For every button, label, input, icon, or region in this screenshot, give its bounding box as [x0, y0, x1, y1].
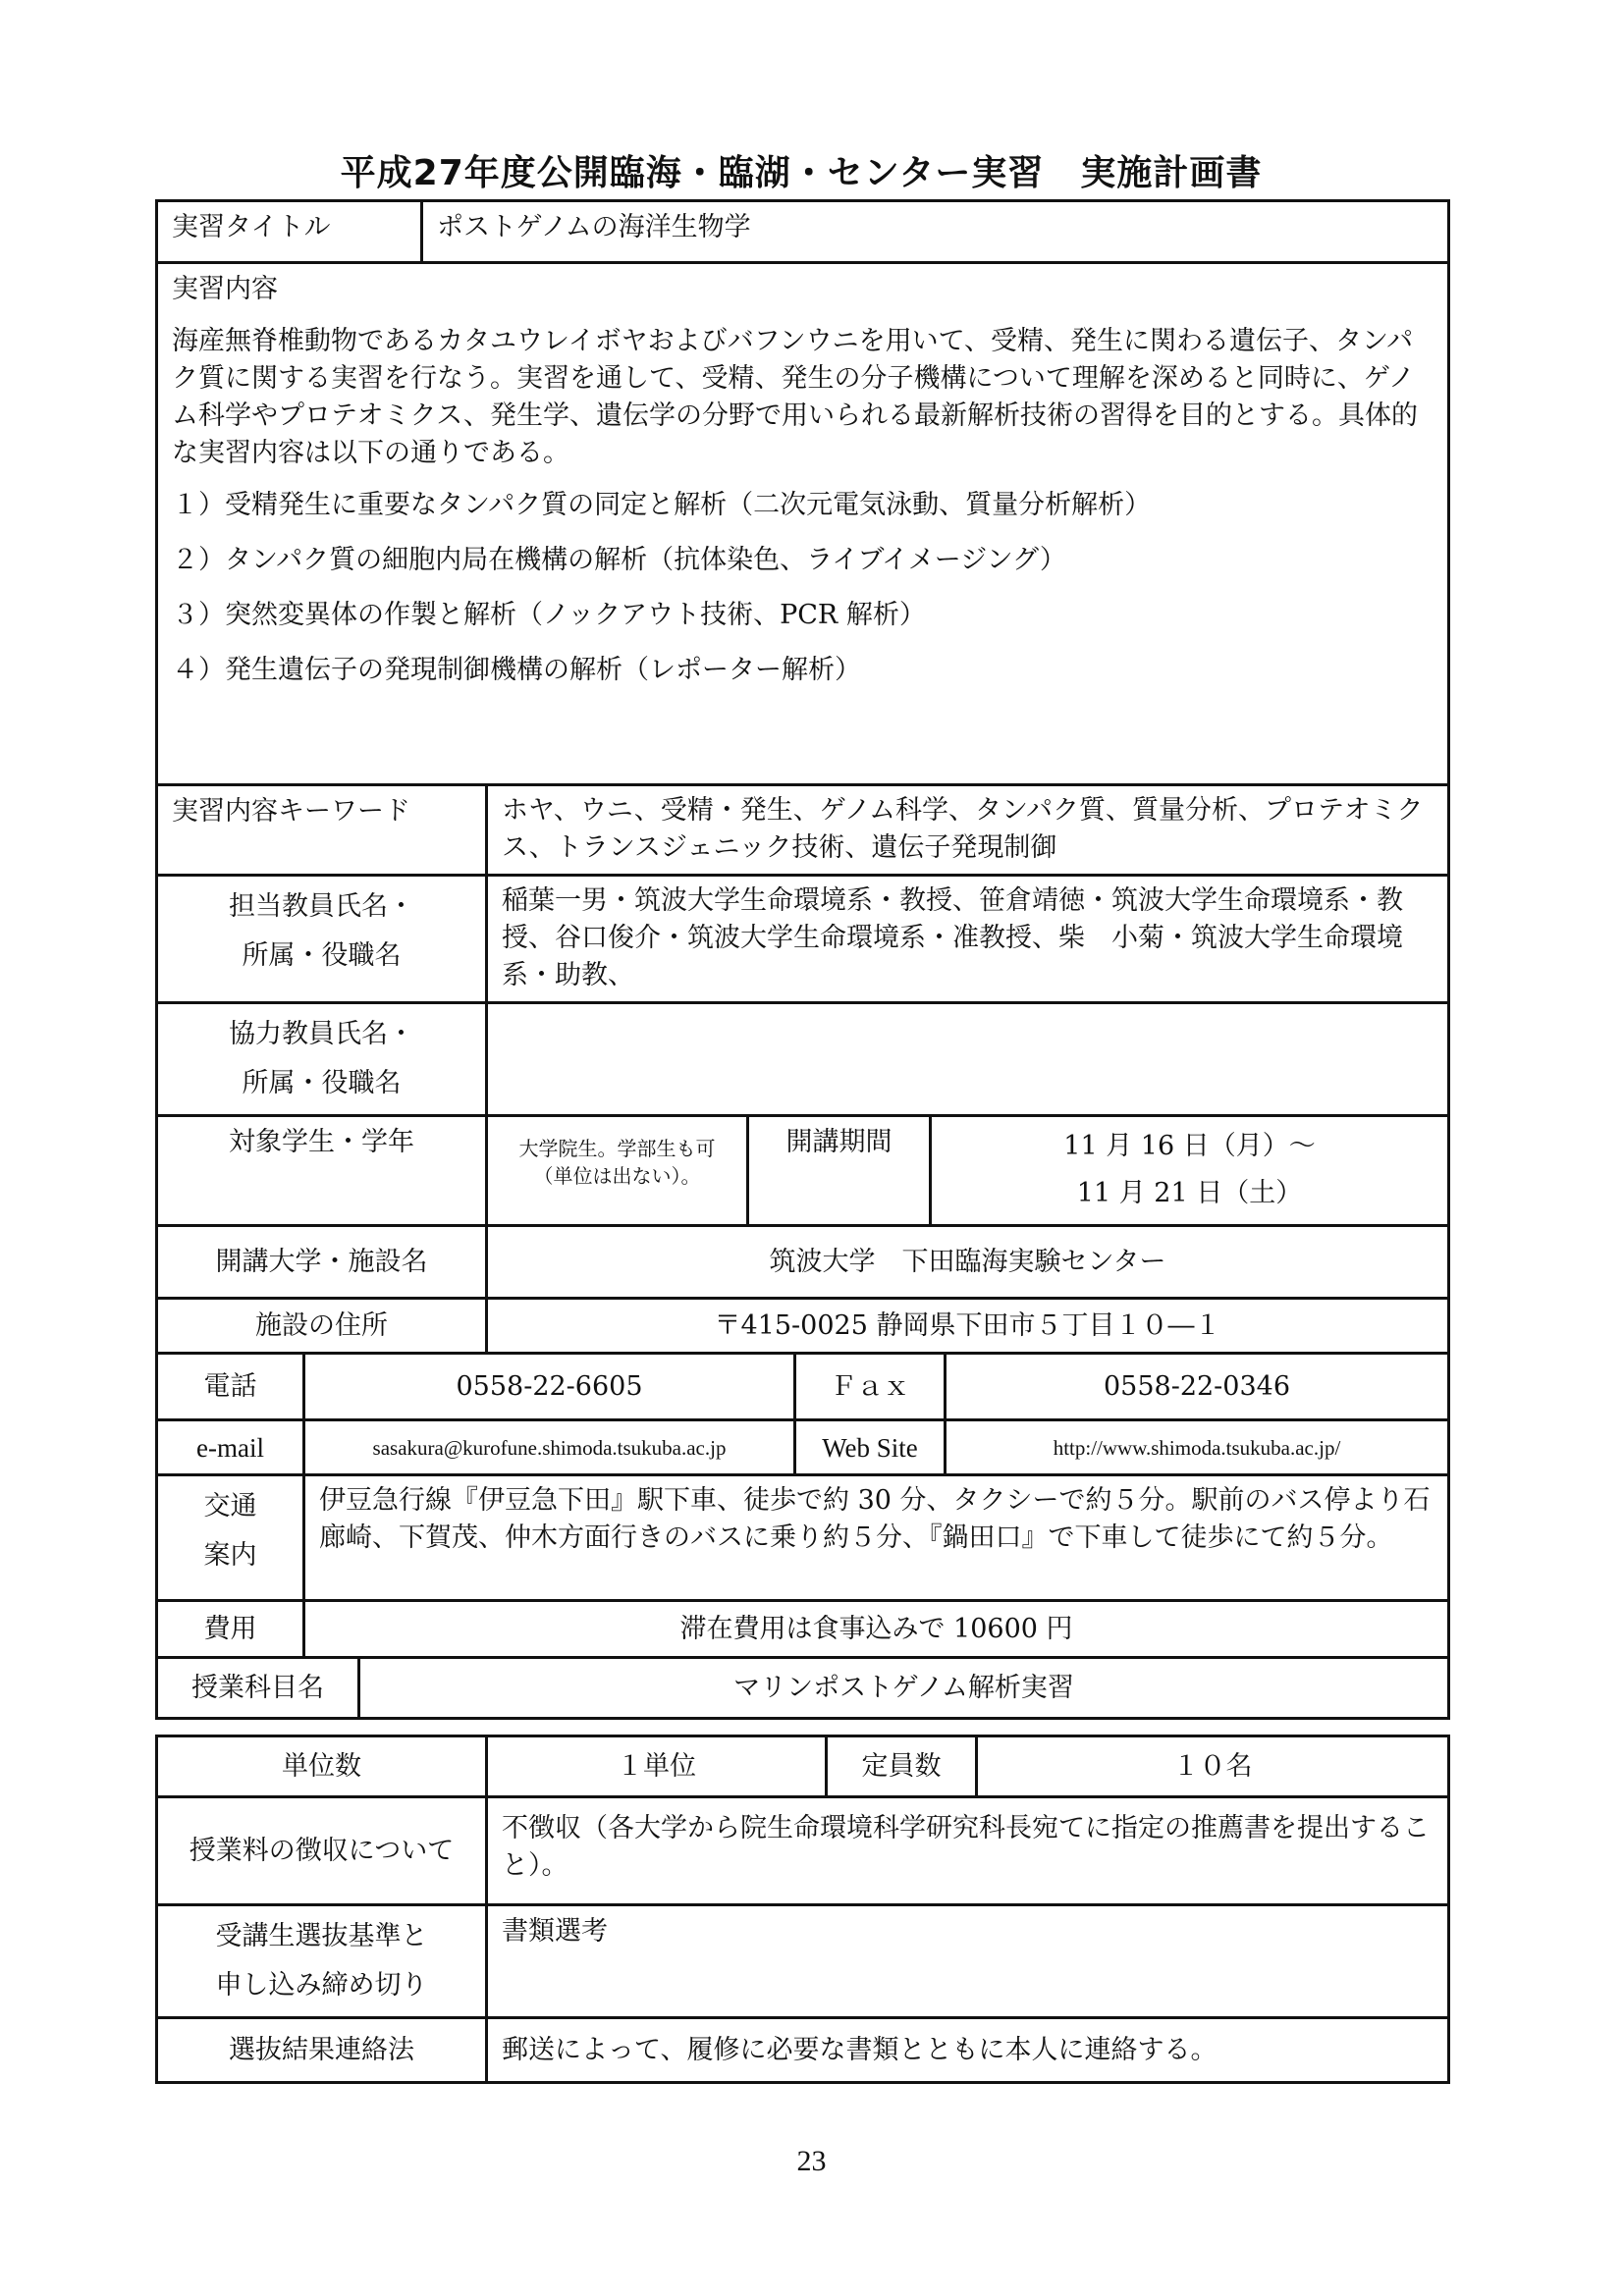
period-value-line2: 11 月 21 日（土）	[1076, 1178, 1303, 1208]
selection-label-cell	[157, 1905, 487, 2018]
content-item-2: ２）タンパク質の細胞内局在機構の解析（抗体染色、ライブイメージング）	[172, 545, 1066, 575]
cooperators-label-line1: 協力教員氏名・	[229, 1019, 414, 1049]
website-value[interactable]: http://www.shimoda.tsukuba.ac.jp/	[946, 1420, 1449, 1475]
credits-label: 単位数	[157, 1736, 487, 1797]
period-value-line1: 11 月 16 日（月）～	[1063, 1131, 1316, 1161]
content-item-3: ３）突然変異体の作製と解析（ノックアウト技術、PCR 解析）	[172, 600, 926, 630]
instructors-label-cell	[157, 876, 487, 1003]
tuition-label: 授業料の徴収について	[157, 1797, 487, 1905]
content-item-1: １）受精発生に重要なタンパク質の同定と解析（二次元電気泳動、質量分析解析）	[172, 490, 1152, 520]
access-value: 伊豆急行線『伊豆急下田』駅下車、徒歩で約 30 分、タクシーで約５分。駅前のバス停より石廊崎、下賀茂、仲木方面行きのバスに乗り約５分、『鍋田口』で下車して徒歩にて約５分。	[304, 1475, 1449, 1601]
email-label: e-mail	[157, 1420, 304, 1475]
target-value-line1: 大学院生。学部生も可	[518, 1137, 716, 1160]
access-label-line1: 交通	[203, 1491, 257, 1522]
tuition-value: 不徴収（各大学から院生命環境科学研究科長宛てに指定の推薦書を提出すること）。	[487, 1797, 1449, 1905]
university-value: 筑波大学 下田臨海実験センター	[487, 1226, 1449, 1299]
address-value: 〒415-0025 静岡県下田市５丁目１０―１	[487, 1299, 1449, 1354]
selection-label-line1: 受講生選抜基準と	[215, 1921, 428, 1951]
keywords-label: 実習内容キーワード	[157, 785, 487, 876]
target-value-line2: （単位は出ない）。	[533, 1164, 701, 1188]
access-label-cell	[157, 1475, 304, 1601]
content-label: 実習内容	[172, 274, 278, 304]
page-number: 23	[796, 2145, 827, 2177]
access-label-line2: 案内	[203, 1540, 257, 1571]
notification-label: 選抜結果連絡法	[157, 2018, 487, 2083]
period-label: 開講期間	[748, 1116, 931, 1226]
plan-table-contact	[155, 1352, 1450, 1659]
cooperators-label-line2: 所属・役職名	[242, 1068, 402, 1098]
instructors-label-line2: 所属・役職名	[242, 940, 402, 971]
fax-label: Ｆａｘ	[795, 1354, 946, 1420]
title-value: ポストゲノムの海洋生物学	[422, 201, 1449, 263]
website-label: Web Site	[795, 1420, 946, 1475]
cost-label: 費用	[157, 1601, 304, 1658]
target-value-cell	[487, 1116, 748, 1226]
course-value: マリンポストゲノム解析実習	[359, 1658, 1449, 1719]
content-item-4: ４）発生遺伝子の発現制御機構の解析（レポーター解析）	[172, 655, 861, 685]
plan-table-middle	[155, 1114, 1450, 1355]
plan-table-course	[155, 1656, 1450, 1720]
selection-value: 書類選考	[487, 1905, 1449, 2018]
capacity-label: 定員数	[827, 1736, 977, 1797]
keywords-value: ホヤ、ウニ、受精・発生、ゲノム科学、タンパク質、質量分析、プロテオミクス、トランスジェニック技術、遺伝子発現制御	[487, 785, 1449, 876]
period-value-cell	[931, 1116, 1449, 1226]
fax-value: 0558-22-0346	[946, 1354, 1449, 1420]
phone-label: 電話	[157, 1354, 304, 1420]
target-label: 対象学生・学年	[157, 1116, 487, 1226]
credits-value: １単位	[487, 1736, 827, 1797]
plan-table-bottom	[155, 1735, 1450, 2084]
cost-value: 滞在費用は食事込みで 10600 円	[304, 1601, 1449, 1658]
document-title: 平成27年度公開臨海・臨湖・センター実習 実施計画書	[340, 153, 1263, 193]
cooperators-label-cell	[157, 1003, 487, 1116]
selection-label-line2: 申し込み締め切り	[215, 1970, 428, 2001]
notification-value: 郵送によって、履修に必要な書類とともに本人に連絡する。	[487, 2018, 1449, 2083]
address-label: 施設の住所	[157, 1299, 487, 1354]
course-label: 授業科目名	[157, 1658, 359, 1719]
content-paragraph: 海産無脊椎動物であるカタユウレイボヤおよびバフンウニを用いて、受精、発生に関わる遺伝子、タンパク質に関する実習を行なう。実習を通して、受精、発生の分子機構について理解を深めると同時に、ゲノム科学やプロテオミクス、発生学、遺伝学の分野で用いられる最新解析技術の習得を目的とする。具体的な実習内容は以下の通りである。	[172, 326, 1418, 468]
capacity-value: １０名	[977, 1736, 1449, 1797]
cooperators-value	[487, 1003, 1449, 1116]
instructors-label-line1: 担当教員氏名・	[229, 891, 414, 922]
content-cell	[157, 263, 1449, 785]
email-value[interactable]: sasakura@kurofune.shimoda.tsukuba.ac.jp	[304, 1420, 795, 1475]
university-label: 開講大学・施設名	[157, 1226, 487, 1299]
instructors-value: 稲葉一男・筑波大学生命環境系・教授、笹倉靖徳・筑波大学生命環境系・教授、谷口俊介・筑波大学生命環境系・准教授、柴 小菊・筑波大学生命環境系・助教、	[487, 876, 1449, 1003]
phone-value: 0558-22-6605	[304, 1354, 795, 1420]
plan-table-top	[155, 199, 1450, 1117]
title-label: 実習タイトル	[157, 201, 422, 263]
